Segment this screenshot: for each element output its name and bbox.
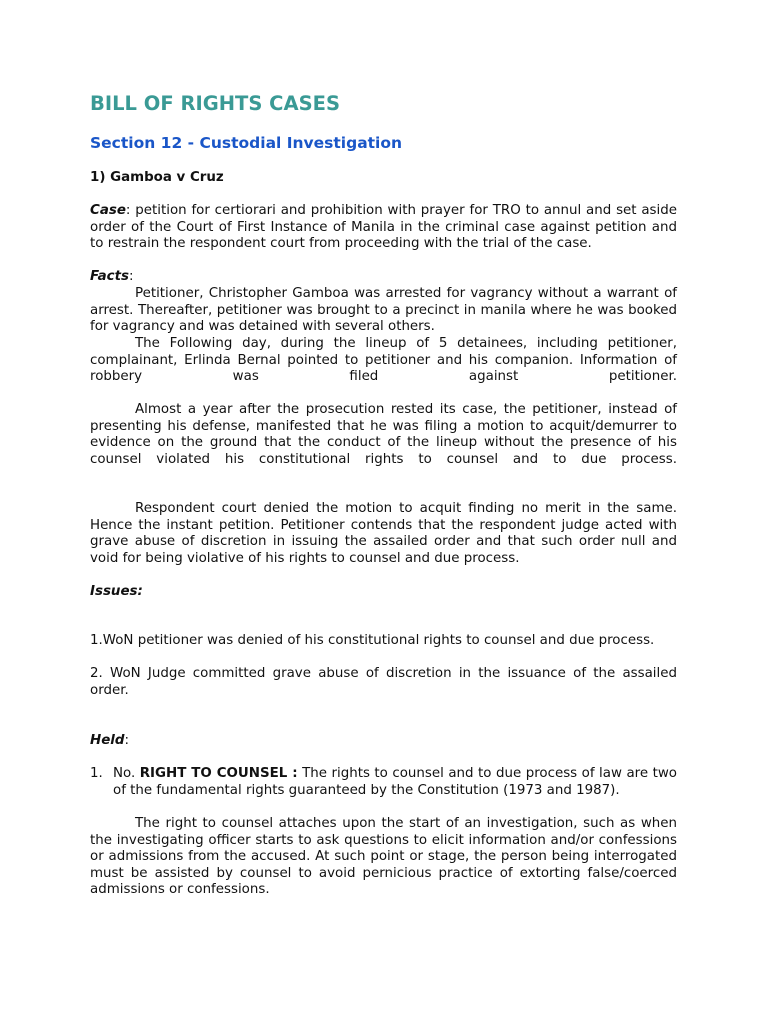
facts-text: The Following day, during the lineup of 5 detainees, including petitioner, complainant, Erlinda Bernal pointed to petitioner and his companion. Information of robbery was filed against petitioner.	[90, 336, 677, 384]
facts-text: Petitioner, Christopher Gamboa was arrested for vagrancy without a warrant of arrest. Thereafter, petitioner was brought to a precinct in manila where he was booked for vagrancy and was detained with several others.	[90, 286, 677, 334]
document-title: BILL OF RIGHTS CASES	[90, 92, 340, 115]
issue-item-1	[90, 633, 677, 650]
case-paragraph	[90, 203, 677, 253]
held-item-1	[90, 766, 677, 799]
issue-text: 1.WoN petitioner was denied of his constitutional rights to counsel and due process.	[90, 633, 655, 648]
issue-text: 2. WoN Judge committed grave abuse of discretion in the issuance of the assailed order.	[90, 666, 677, 698]
held-colon: :	[124, 733, 129, 748]
facts-text: Almost a year after the prosecution rested its case, the petitioner, instead of presenting his defense, manifested that he was filing a motion to acquit/demurrer to evidence on the ground that the conduct of the lineup without the presence of his counsel violated his constitutional rights to counsel and to due process.	[90, 402, 677, 467]
facts-paragraph-1	[90, 286, 677, 336]
held-item-number: 1.	[90, 766, 103, 781]
section-heading: Section 12 - Custodial Investigation	[90, 134, 403, 152]
case-title: 1) Gamboa v Cruz	[90, 170, 224, 185]
held-text: The right to counsel attaches upon the start of an investigation, such as when the investigating officer starts to ask questions to elicit information and/or confessions or admissions from the accused. At such point or stage, the person being interrogated must be assisted by counsel to avoid pernicious practice of extorting false/coerced admissions or confessions.	[90, 816, 677, 897]
facts-paragraph-4	[90, 501, 677, 567]
issues-label: Issues:	[90, 584, 143, 599]
facts-paragraph-3	[90, 402, 677, 468]
facts-colon: :	[128, 269, 134, 284]
issue-item-2	[90, 666, 677, 699]
case-text: : petition for certiorari and prohibition with prayer for TRO to annul and set aside order of the Court of First Instance of Manila in the criminal case against petition and to restrain the respondent court from proceeding with the trial of the case.	[90, 203, 677, 251]
held-label: Held	[90, 733, 125, 748]
facts-paragraph-2	[90, 336, 677, 386]
held-paragraph	[90, 816, 677, 899]
case-label: Case	[90, 203, 126, 218]
held-label-line	[90, 733, 677, 750]
held-item-prefix: No.	[113, 766, 140, 781]
facts-label-line	[90, 269, 677, 286]
held-item-text: The rights to counsel and to due process of law are two of the fundamental rights guaranteed by the Constitution (1973 and 1987).	[113, 766, 677, 798]
facts-text: Respondent court denied the motion to acquit finding no merit in the same. Hence the instant petition. Petitioner contends that the respondent judge acted with grave abuse of discretion in issuing the assailed order and that such order null and void for being violative of his rights to counsel and due process.	[90, 501, 677, 566]
issues-label-line	[90, 584, 677, 601]
facts-label: Facts	[90, 269, 129, 284]
held-item-heading: RIGHT TO COUNSEL :	[139, 766, 298, 781]
